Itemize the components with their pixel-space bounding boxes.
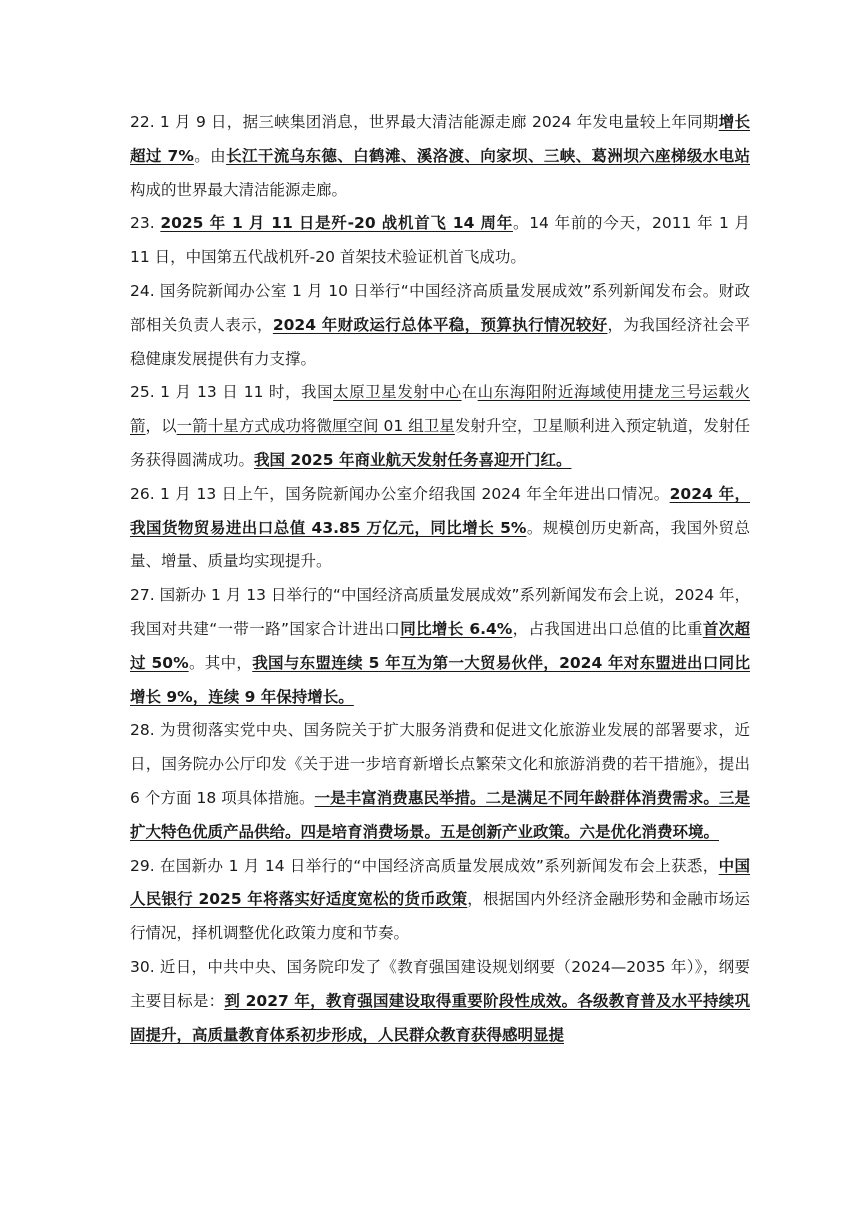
highlight-segment: 到 2027 年，教育强国建设取得重要阶段性成效。各级教育普及水平持续巩固提升，高质量教育体系初步形成，人民群众教育获得感明显提 bbox=[130, 991, 750, 1044]
highlight-segment: 山东海阳附近海域使用捷龙三号运载火箭 bbox=[130, 383, 750, 436]
highlight-segment: 2025 年 1 月 11 日是歼-20 战机首飞 14 周年 bbox=[160, 214, 513, 233]
text-segment: ，根据国内外经济金融形势和金融市场运行情况，择机调整优化政策力度和节奏。 bbox=[130, 890, 750, 943]
highlight-segment: 一是丰富消费惠民举措。二是满足不同年龄群体消费需求。三是扩大特色优质产品供给。四是培育消费场景。五是创新产业政策。六是优化消费环境。 bbox=[130, 788, 750, 841]
highlight-segment: 首次超过 50% bbox=[130, 619, 750, 672]
highlight-segment: 中国人民银行 2025 年将落实好适度宽松的货币政策 bbox=[130, 856, 750, 909]
news-item-28 bbox=[130, 714, 750, 849]
news-item-25 bbox=[130, 376, 750, 477]
highlight-segment: 增长超过 7% bbox=[130, 113, 750, 165]
text-segment: 28. 为贯彻落实党中央、国务院关于扩大服务消费和促进文化旅游业发展的部署要求，近日，国务院办公厅印发《关于进一步培育新增长点繁荣文化和旅游消费的若干措施》，提出 6 个方面 18 项具体措施。 bbox=[130, 721, 750, 807]
highlight-segment: 长江干流乌东德、白鹤滩、溪洛渡、向家坝、三峡、葛洲坝六座梯级水电站 bbox=[226, 146, 750, 165]
text-segment: 29. 在国新办 1 月 14 日举行的“中国经济高质量发展成效”系列新闻发布会上获悉， bbox=[130, 856, 719, 875]
highlight-segment: 同比增长 6.4% bbox=[400, 619, 513, 638]
text-segment: ，占我国进出口总值的比重 bbox=[512, 619, 703, 638]
text-segment: 。由 bbox=[193, 146, 227, 165]
text-segment: 25. 1 月 13 日 11 时，我国 bbox=[130, 383, 334, 402]
document-body bbox=[130, 106, 750, 1052]
text-segment: 27. 国新办 1 月 13 日举行的“中国经济高质量发展成效”系列新闻发布会上说，2024 年，我国对共建“一带一路”国家合计进出口 bbox=[130, 586, 750, 638]
text-segment: ，以 bbox=[145, 417, 177, 436]
highlight-segment: 一箭十星方式成功将微厘空间 01 组卫星 bbox=[176, 417, 455, 436]
text-segment: 构成的世界最大清洁能源走廊。 bbox=[130, 180, 348, 199]
highlight-segment: 2024 年财政运行总体平稳，预算执行情况较好 bbox=[272, 315, 608, 334]
news-item-26 bbox=[130, 478, 750, 579]
text-segment: 。14 年前的今天，2011 年 1 月 11 日，中国第五代战机歼-20 首架技术验证机首飞成功。 bbox=[130, 214, 750, 267]
text-segment: 24. 国务院新闻办公室 1 月 10 日举行“中国经济高质量发展成效”系列新闻发布会。财政部相关负责人表示， bbox=[130, 281, 750, 334]
news-item-27 bbox=[130, 579, 750, 714]
text-segment: 22. 1 月 9 日，据三峡集团消息，世界最大清洁能源走廊 2024 年发电量较上年同期 bbox=[130, 113, 719, 131]
news-item-30 bbox=[130, 951, 750, 1052]
text-segment: ，为我国经济社会平稳健康发展提供有力支撑。 bbox=[130, 315, 750, 368]
text-segment: 在 bbox=[461, 383, 478, 402]
highlight-segment: 我国与东盟连续 5 年互为第一大贸易伙伴，2024 年对东盟进出口同比增长 9%，连续 9 年保持增长。 bbox=[130, 653, 750, 706]
highlight-segment: 我国 2025 年商业航天发射任务喜迎开门红。 bbox=[254, 450, 572, 469]
text-segment: 。其中， bbox=[188, 653, 253, 672]
text-segment: 23. bbox=[130, 214, 161, 233]
text-segment: 发射升空，卫星顺利进入预定轨道，发射任务获得圆满成功。 bbox=[130, 417, 750, 469]
highlight-segment: 太原卫星发射中心 bbox=[333, 383, 462, 402]
text-segment: 30. 近日，中共中央、国务院印发了《教育强国建设规划纲要（2024—2035 年）》，纲要主要目标是： bbox=[130, 957, 750, 1010]
news-item-22 bbox=[130, 106, 750, 207]
news-item-24 bbox=[130, 275, 750, 376]
highlight-segment: 2024 年，我国货物贸易进出口总值 43.85 万亿元，同比增长 5% bbox=[130, 484, 750, 537]
text-segment: 。规模创历史新高，我国外贸总量、增量、质量均实现提升。 bbox=[130, 518, 750, 571]
news-item-29 bbox=[130, 850, 750, 951]
text-segment: 26. 1 月 13 日上午，国务院新闻办公室介绍我国 2024 年全年进出口情况。 bbox=[130, 484, 670, 503]
news-item-23 bbox=[130, 207, 750, 275]
